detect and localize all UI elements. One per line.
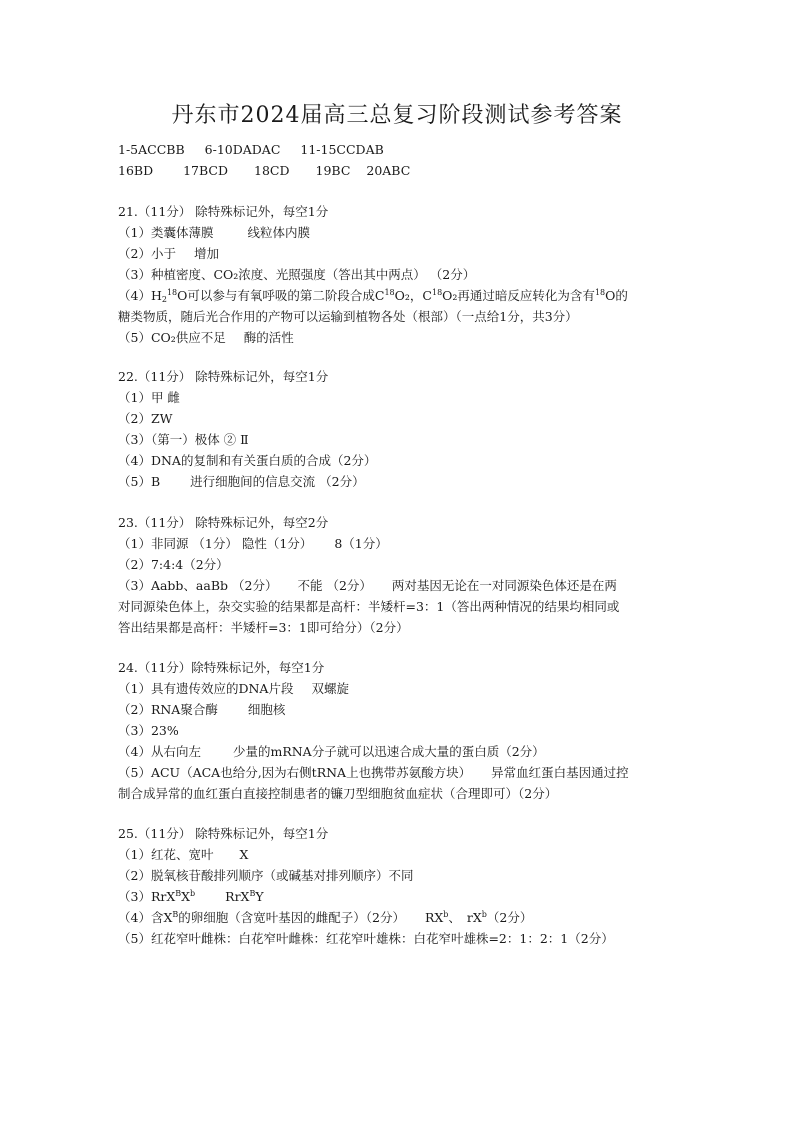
question-header: 23.（11分） 除特殊标记外，每空2分 [118,515,329,530]
answer-text: 8（1分） [334,536,388,551]
answer-text: 细胞核 [247,702,286,717]
answer-line: 制合成异常的血红蛋白直接控制患者的镰刀型细胞贫血症状（合理即可）（2分） [118,786,558,801]
answer-line [118,699,718,720]
answer-line: （3）种植密度、CO₂浓度、光照强度（答出其中两点） （2分） [118,267,476,282]
choice-answers [118,139,718,181]
answer-text: （2）小于 [118,246,176,261]
answer-line [118,327,718,348]
answer-text: O₂再通过暗反应转化为含有 [442,288,595,303]
answer-text: 异常血红蛋白基因通过控 [491,765,629,780]
answer-line: （4）DNA的复制和有关蛋白质的合成（2分） [118,453,377,468]
answer-line [118,741,718,762]
answer-text: （4）从右向左 [118,744,201,759]
answer-text: 的卵细胞（含宽叶基因的雌配子）（2分） [178,910,405,925]
question-header: 25.（11分） 除特殊标记外，每空1分 [118,826,329,841]
answer-line [118,907,718,928]
choice-row-1 [118,139,718,160]
choice-answer: 6-10DADAC [204,142,281,157]
question-22 [118,366,718,492]
answer-text: O的 [605,288,628,303]
answer-text: 两对基因无论在一对同源染色体还是在两 [391,578,617,593]
answer-text: X [239,847,249,862]
answer-line [118,243,718,264]
answer-line: （2）ZW [118,411,173,426]
superscript: 18 [431,288,443,297]
answer-text: 增加 [193,246,219,261]
answer-text: O₂，C [394,288,432,303]
answer-line: （1）甲 雌 [118,390,180,405]
question-25 [118,823,718,949]
question-24 [118,657,718,804]
answer-line: （2）7:4:4（2分） [118,557,229,572]
answer-text: （4）含X [118,910,173,925]
answer-text: （5）B [118,474,161,489]
superscript: 18 [594,288,606,297]
answer-line [118,471,718,492]
question-header: 22.（11分） 除特殊标记外，每空1分 [118,369,329,384]
genotype: rX [466,910,482,925]
choice-answer: 11-15CCDAB [300,142,384,157]
answer-line: （3）（第一）极体 ② Ⅱ [118,432,249,447]
answer-text: 双螺旋 [311,681,349,696]
answer-text: （4）H [118,288,162,303]
answer-line [118,844,718,865]
answer-text: O可以参与有氧呼吸的第二阶段合成C [177,288,385,303]
answer-line [118,762,718,783]
subscript: 2 [161,295,167,304]
answer-text: （1）非同源 （1分） 隐性（1分） [118,536,313,551]
superscript: 18 [384,288,395,297]
answer-line: 对同源染色体上，杂交实验的结果都是高杆：半矮杆=3：1（答出两种情况的结果均相同或 [118,599,620,614]
superscript: b [443,910,449,919]
answer-text: 少量的mRNA分子就可以迅速合成大量的蛋白质（2分） [232,744,545,759]
choice-answer: 18CD [254,163,290,178]
answer-line [118,575,718,596]
question-21 [118,201,718,348]
answer-text: （1）具有遗传效应的DNA片段 [118,681,294,696]
answer-line: （5）红花窄叶雌株：白花窄叶雌株：红花窄叶雄株：白花窄叶雄株=2：1：2：1（2分） [118,931,614,946]
answer-text: （3）Aabb、aaBb （2分） [118,578,278,593]
answer-text: （1）类囊体薄膜 [118,225,214,240]
answer-text: （3） [118,889,151,904]
answer-line [118,886,718,907]
answer-line [118,222,718,243]
superscript: 18 [166,288,178,297]
genotype: Y [255,889,264,904]
genotype: X [181,889,191,904]
choice-answer: 20ABC [366,163,411,178]
superscript: b [481,910,487,919]
superscript: B [175,889,182,898]
choice-answer: 1-5ACCBB [118,142,185,157]
choice-answer: 17BCD [183,163,229,178]
superscript: b [190,889,196,898]
choice-row-2 [118,160,718,181]
question-23 [118,512,718,638]
answer-text: 进行细胞间的信息交流 （2分） [190,474,365,489]
question-header: 24.（11分）除特殊标记外，每空1分 [118,660,325,675]
choice-answer: 19BC [315,163,351,178]
answer-line: （2）脱氧核苷酸排列顺序（或碱基对排列顺序）不同 [118,868,414,883]
genotype: RrX [150,889,176,904]
answer-text: 酶的活性 [243,330,294,345]
answer-line: 糖类物质，随后光合作用的产物可以运输到植物各处（根部）（一点给1分，共3分） [118,309,578,324]
answer-text: （5）ACU（ACA也给分,因为右侧tRNA上也携带苏氨酸方块） [118,765,472,780]
choice-answer: 16BD [118,163,154,178]
answer-line [118,285,718,306]
answer-text: （2）RNA聚合酶 [118,702,218,717]
page-title: 丹东市2024届高三总复习阶段测试参考答案 [171,103,623,128]
answer-text: （2分） [486,910,533,925]
separator: 、 [448,910,461,925]
superscript: B [172,910,179,919]
question-header: 21.（11分） 除特殊标记外，每空1分 [118,204,329,219]
genotype: RX [424,910,444,925]
answer-line: （3）23% [118,723,179,738]
answer-text: （5）CO₂供应不足 [118,330,226,345]
superscript: B [249,889,256,898]
answer-line: 答出结果都是高杆：半矮杆=3：1即可给分）（2分） [118,620,409,635]
answer-text: 线粒体内膜 [247,225,310,240]
answer-text: （1）红花、宽叶 [118,847,214,862]
answer-text: 不能 （2分） [297,578,372,593]
genotype: RrX [225,889,250,904]
answer-line [118,678,718,699]
answer-line [118,533,718,554]
